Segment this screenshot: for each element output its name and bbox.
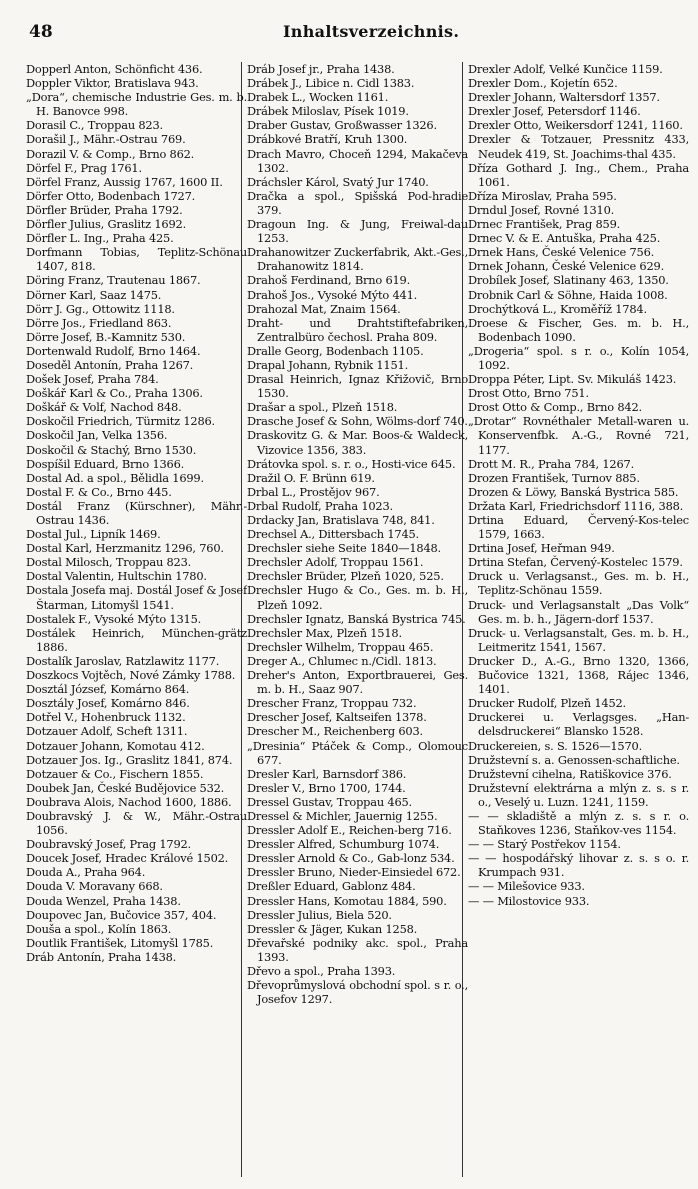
- index-entry: Douda Wenzel, Praha 1438.: [26, 893, 181, 908]
- index-entry: Drobílek Josef, Slatinany 463, 1350.: [468, 273, 669, 288]
- index-entry: Drexler Johann, Waltersdorf 1357.: [468, 90, 660, 105]
- index-entry: Drabek L., Wocken 1161.: [247, 90, 389, 105]
- index-entry: Drexler Josef, Petersdorf 1146.: [468, 104, 641, 119]
- index-entry: Doškář & Volf, Nachod 848.: [26, 400, 182, 415]
- index-entry: Drechsler siehe Seite 1840—1848.: [247, 541, 441, 556]
- index-entry: Drtina Josef, Heřman 949.: [468, 541, 615, 556]
- index-entry: Držata Karl, Friedrichsdorf 1116, 388.: [468, 498, 684, 513]
- index-entry: „Drotar“ Rovnéthaler Metall-waren u. Konservenfbk. A.-G., Rovné 721, 1177.: [468, 414, 689, 457]
- index-entry: Dostálek Heinrich, München-grätz 1886.: [26, 625, 247, 654]
- index-entry: Dörfel F., Prag 1761.: [26, 160, 142, 175]
- index-entry: Došek Josef, Praha 784.: [26, 372, 159, 387]
- index-entry: Dressel Gustav, Troppau 465.: [247, 794, 412, 809]
- index-entry: Dressler Arnold & Co., Gab-lonz 534.: [247, 851, 455, 866]
- index-entry: Dörfler Brüder, Praha 1792.: [26, 202, 183, 217]
- index-entry: Doubek Jan, České Budějovice 532.: [26, 780, 225, 795]
- index-entry: Dresler V., Brno 1700, 1744.: [247, 780, 406, 795]
- index-entry: Drescher Franz, Troppau 732.: [247, 696, 417, 711]
- index-entry: Dotzauer Johann, Komotau 412.: [26, 738, 205, 753]
- index-entry: Droppa Péter, Lipt. Sv. Mikuláš 1423.: [468, 372, 677, 387]
- index-entry: Doubravský Josef, Prag 1792.: [26, 837, 191, 852]
- index-entry: Dörfel Franz, Aussig 1767, 1600 II.: [26, 174, 223, 189]
- index-entry: Dostalík Jaroslav, Ratzlawitz 1177.: [26, 653, 220, 668]
- index-entry: Dressler & Jäger, Kukan 1258.: [247, 921, 418, 936]
- index-entry: Dortenwald Rudolf, Brno 1464.: [26, 343, 201, 358]
- index-entry: Drechsler Ignatz, Banská Bystrica 745.: [247, 611, 466, 626]
- index-entry: Drtina Eduard, Červený-Kos-telec 1579, 1663.: [468, 513, 689, 542]
- index-entry: Doszkocs Vojtěch, Nové Zámky 1788.: [26, 668, 236, 683]
- index-column-1: [26, 62, 247, 1180]
- index-entry: Drescher Josef, Kaltseifen 1378.: [247, 710, 427, 725]
- index-entry: Drucker Rudolf, Plzeň 1452.: [468, 696, 626, 711]
- index-entry: Dreßler Eduard, Gablonz 484.: [247, 879, 416, 894]
- index-entry: Douda A., Praha 964.: [26, 865, 146, 880]
- index-entry: Dreher's Anton, Exportbrauerei, Ges. m. b. H., Saaz 907.: [247, 668, 468, 697]
- index-entry: Dosztál József, Komárno 864.: [26, 682, 190, 697]
- index-entry: Drexler Dom., Kojetín 652.: [468, 76, 618, 91]
- index-entry: Dostal Ad. a spol., Bělidla 1699.: [26, 470, 204, 485]
- index-entry: Doškář Karl & Co., Praha 1306.: [26, 386, 203, 401]
- index-entry: Drechsler Hugo & Co., Ges. m. b. H., Plzeň 1092.: [247, 583, 468, 612]
- index-column-2: [247, 62, 468, 1180]
- index-entry: Drexler & Totzauer, Pressnitz 433, Neudek 419, St. Joachims-thal 435.: [468, 132, 689, 161]
- index-entry: Dressel & Michler, Jauernig 1255.: [247, 808, 438, 823]
- index-entry: Drnec František, Prag 859.: [468, 217, 621, 232]
- index-entry: Doucek Josef, Hradec Králové 1502.: [26, 851, 229, 866]
- index-entry: Dreger A., Chlumec n./Cidl. 1813.: [247, 653, 437, 668]
- index-entry: Drucker D., A.-G., Brno 1320, 1366, Bučovice 1321, 1368, Rájec 1346, 1401.: [468, 653, 689, 697]
- index-entry: Draskovitz G. & Mar. Boos-& Waldeck, Vizovice 1356, 383.: [247, 428, 468, 457]
- index-entry: Dráb Antonín, Praha 1438.: [26, 949, 177, 964]
- index-entry: Drochýtková L., Kroměříž 1784.: [468, 301, 647, 316]
- index-entry: Drexler Adolf, Velké Kunčice 1159.: [468, 62, 663, 76]
- index-entry: Druckereien, s. S. 1526—1570.: [468, 738, 642, 753]
- index-entry: Druck- u. Verlagsanstalt, Ges. m. b. H., Leitmeritz 1541, 1567.: [468, 625, 689, 654]
- index-entry: Doskočil Friedrich, Türmitz 1286.: [26, 414, 215, 429]
- index-entry: Dříza Miroslav, Praha 595.: [468, 188, 617, 203]
- index-entry: Dorazil V. & Comp., Brno 862.: [26, 146, 195, 161]
- index-entry: Droese & Fischer, Ges. m. b. H., Bodenbach 1090.: [468, 315, 689, 344]
- index-entry: Dostal Milosch, Troppau 823.: [26, 555, 192, 570]
- index-entry: — — hospodářský lihovar z. s. s o. r. Krumpach 931.: [468, 851, 689, 880]
- page-title: Inhaltsverzeichnis.: [283, 22, 460, 41]
- index-entry: Drost Otto, Brno 751.: [468, 386, 589, 401]
- index-entry: Draht- und Drahtstiftefabriken, Zentralbüro čechosl. Praha 809.: [247, 315, 468, 344]
- index-entry: Dresler Karl, Barnsdorf 386.: [247, 766, 407, 781]
- index-entry: Drost Otto & Comp., Brno 842.: [468, 400, 642, 415]
- index-entry: — — Milešovice 933.: [468, 879, 585, 894]
- index-entry: Drahanowitzer Zuckerfabrik, Akt.-Ges., Drahanowitz 1814.: [247, 245, 468, 274]
- index-entry: Dosztály Josef, Komárno 846.: [26, 696, 190, 711]
- index-entry: Dorasil C., Troppau 823.: [26, 118, 163, 133]
- index-entry: Drtina Stefan, Červený-Kostelec 1579.: [468, 555, 683, 570]
- index-entry: Drescher M., Reichenberg 603.: [247, 724, 423, 739]
- index-entry: Dressler Adolf E., Reichen-berg 716.: [247, 823, 452, 838]
- index-entry: Dotřel V., Hohenbruck 1132.: [26, 710, 186, 725]
- index-entry: Dorfmann Tobias, Teplitz-Schönau 1407, 818.: [26, 245, 247, 274]
- index-entry: Drexler Otto, Weikersdorf 1241, 1160.: [468, 118, 683, 133]
- index-entry: Družstevní cihelna, Ratiškovice 376.: [468, 766, 672, 781]
- index-entry: Dostal Jul., Lipník 1469.: [26, 527, 161, 542]
- index-entry: Dráb Josef jr., Praha 1438.: [247, 62, 395, 76]
- index-entry: Dračka a spol., Spišská Pod-hradie 379.: [247, 188, 468, 217]
- index-entry: Drechsler Wilhelm, Troppau 465.: [247, 639, 434, 654]
- index-entry: Druck u. Verlagsanst., Ges. m. b. H., Teplitz-Schönau 1559.: [468, 569, 689, 598]
- index-entry: Dressler Alfred, Schumburg 1074.: [247, 837, 440, 852]
- index-entry: Drnek Hans, České Velenice 756.: [468, 245, 655, 260]
- index-entry: Dřevoprůmyslová obchodní spol. s r. o., Josefov 1297.: [247, 978, 468, 1007]
- index-entry: Doskočil Jan, Velka 1356.: [26, 428, 168, 443]
- index-entry: Doupovec Jan, Bučovice 357, 404.: [26, 907, 217, 922]
- index-entry: Družstevní s. a. Genossen-schaftliche.: [468, 752, 680, 767]
- page-number: 48: [29, 22, 53, 42]
- index-entry: Dörfler L. Ing., Praha 425.: [26, 231, 174, 246]
- index-column-3: [468, 62, 689, 1180]
- index-entry: Dörr J. Gg., Ottowitz 1118.: [26, 301, 175, 316]
- index-entry: Dragoun Ing. & Jung, Freiwal-dau 1253.: [247, 217, 468, 246]
- index-entry: Doskočil & Stachý, Brno 1530.: [26, 442, 197, 457]
- index-entry: Douša a spol., Kolín 1863.: [26, 921, 172, 936]
- index-entry: Drátovka spol. s. r. o., Hosti-vice 645.: [247, 456, 456, 471]
- index-entry: Doubrava Alois, Nachod 1600, 1886.: [26, 794, 232, 809]
- index-entry: Drasal Heinrich, Ignaz Křižovič, Brno 1530.: [247, 372, 468, 401]
- index-entry: Drbal Rudolf, Praha 1023.: [247, 498, 393, 513]
- index-entry: Dressler Hans, Komotau 1884, 590.: [247, 893, 447, 908]
- index-entry: Dřevařské podniky akc. spol., Praha 1393.: [247, 935, 468, 964]
- index-entry: Dörner Karl, Saaz 1475.: [26, 287, 162, 302]
- index-entry: — — Starý Postřekov 1154.: [468, 837, 621, 852]
- index-entry: Dříza Gothard J. Ing., Chem., Praha 1061.: [468, 160, 689, 189]
- index-entry: Drábek J., Libice n. Cidl 1383.: [247, 76, 415, 91]
- index-entry: „Dora“, chemische Industrie Ges. m. b. H. Banovce 998.: [26, 90, 247, 119]
- index-entry: Dorašil J., Mähr.-Ostrau 769.: [26, 132, 186, 147]
- index-entry: Dörfler Julius, Graslitz 1692.: [26, 217, 186, 232]
- index-entry: Drndul Josef, Rovné 1310.: [468, 202, 615, 217]
- index-entry: Dostál Franz (Kürschner), Mähr.-Ostrau 1436.: [26, 498, 247, 527]
- index-entry: Dražil O. F. Brünn 619.: [247, 470, 375, 485]
- index-entry: Drasche Josef & Sohn, Wölms-dorf 740.: [247, 414, 468, 429]
- index-entry: Drozen & Löwy, Banská Bystrica 585.: [468, 484, 679, 499]
- index-entry: Dralle Georg, Bodenbach 1105.: [247, 343, 424, 358]
- index-entry: Drach Mavro, Choceň 1294, Makačeva 1302.: [247, 146, 468, 175]
- index-entry: Drnek Johann, České Velenice 629.: [468, 259, 664, 274]
- index-entry: Drechsler Brüder, Plzeň 1020, 525.: [247, 569, 444, 584]
- index-entry: Dřevo a spol., Praha 1393.: [247, 964, 396, 978]
- index-entry: Drechsler Adolf, Troppau 1561.: [247, 555, 424, 570]
- index-entry: Dopperl Anton, Schönficht 436.: [26, 62, 203, 76]
- index-entry: Dressler Julius, Biela 520.: [247, 907, 392, 922]
- index-entry: Dörre Jos., Friedland 863.: [26, 315, 172, 330]
- index-entry: Dörfer Otto, Bodenbach 1727.: [26, 188, 196, 203]
- index-entry: Drobnik Carl & Söhne, Haida 1008.: [468, 287, 668, 302]
- index-entry: — — Milostovice 933.: [468, 893, 590, 908]
- index-entry: Dostal F. & Co., Brno 445.: [26, 484, 172, 499]
- index-entry: Draber Gustav, Großwasser 1326.: [247, 118, 437, 133]
- index-entry: Dostal Valentin, Hultschin 1780.: [26, 569, 207, 584]
- index-entry: Dostala Josefa maj. Dostál Josef & Josef Štarman, Litomyšl 1541.: [26, 583, 247, 612]
- index-entry: Drahoš Jos., Vysoké Mýto 441.: [247, 287, 418, 302]
- index-entry: Drapal Johann, Rybnik 1151.: [247, 357, 408, 372]
- index-entry: Douda V. Moravany 668.: [26, 879, 163, 894]
- index-entry: Drozen František, Turnov 885.: [468, 470, 640, 485]
- index-entry: Drdacky Jan, Bratislava 748, 841.: [247, 513, 435, 527]
- index-entry: Drbal L., Prostějov 967.: [247, 484, 380, 499]
- index-entry: Druckerei u. Verlagsges. „Han-delsdruckerei“ Blansko 1528.: [468, 710, 689, 739]
- index-entry: Druck- und Verlagsanstalt „Das Volk“ Ges. m. b. h., Jägern-dorf 1537.: [468, 597, 689, 626]
- index-entry: Dospíšil Eduard, Brno 1366.: [26, 456, 185, 471]
- page-header: [0, 0, 698, 46]
- index-entry: Drott M. R., Praha 784, 1267.: [468, 456, 634, 471]
- index-entry: Družstevní elektrárna a mlýn z. s. s r. o., Veselý u. Luzn. 1241, 1159.: [468, 780, 689, 809]
- index-entry: Dostal Karl, Herzmanitz 1296, 760.: [26, 541, 224, 556]
- index-entry: Drnec V. & E. Antuška, Praha 425.: [468, 231, 661, 246]
- index-entry: Dotzauer & Co., Fischern 1855.: [26, 766, 204, 781]
- index-entry: Drábkové Bratří, Kruh 1300.: [247, 132, 408, 147]
- index-entry: Drábek Miloslav, Písek 1019.: [247, 104, 409, 119]
- index-entry: — — skladiště a mlýn z. s. s r. o. Staňkoves 1236, Staňkov-ves 1154.: [468, 808, 689, 838]
- index-entry: Doseděl Antonín, Praha 1267.: [26, 357, 194, 372]
- index-entry: Dotzauer Jos. Ig., Graslitz 1841, 874.: [26, 752, 233, 767]
- index-entry: Doutlik František, Litomyšl 1785.: [26, 935, 214, 950]
- index-entry: „Dresinia“ Ptáček & Comp., Olomouc 677.: [247, 738, 468, 767]
- index-entry: Drahozal Mat, Znaim 1564.: [247, 301, 401, 316]
- index-entry: Dörre Josef, B.-Kamnitz 530.: [26, 329, 186, 344]
- index-entry: Dráchsler Károl, Svatý Jur 1740.: [247, 174, 429, 189]
- index-entry: Drechsel A., Dittersbach 1745.: [247, 527, 419, 542]
- index-entry: Doubravský J. & W., Mähr.-Ostrau 1056.: [26, 808, 247, 838]
- index-entry: Döring Franz, Trautenau 1867.: [26, 273, 201, 288]
- index-entry: Doppler Viktor, Bratislava 943.: [26, 76, 199, 91]
- index-entry: Drahoš Ferdinand, Brno 619.: [247, 273, 411, 288]
- index-entry: Drašar a spol., Plzeň 1518.: [247, 400, 398, 415]
- index-entry: „Drogeria“ spol. s r. o., Kolín 1054, 1092.: [468, 343, 689, 372]
- index-entry: Dressler Bruno, Nieder-Einsiedel 672.: [247, 865, 461, 880]
- index-entry: Dostalek F., Vysoké Mýto 1315.: [26, 611, 202, 626]
- index-entry: Dotzauer Adolf, Scheft 1311.: [26, 724, 188, 739]
- index-entry: Drechsler Max, Plzeň 1518.: [247, 625, 402, 640]
